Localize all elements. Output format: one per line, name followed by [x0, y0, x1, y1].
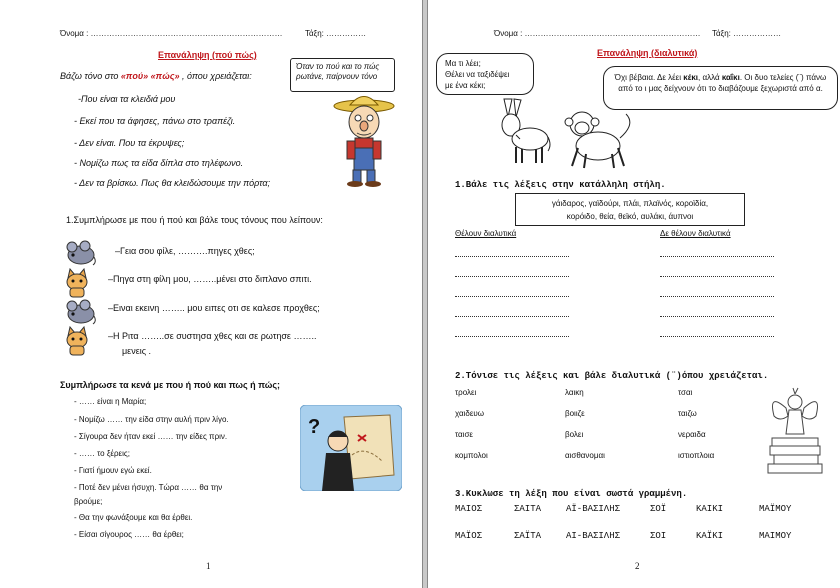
bubble-text-part1: Όχι βέβαια. Δε λέει	[614, 73, 684, 82]
donkey-illustration	[490, 95, 552, 165]
bubble-word-kaiki: καΐκι	[721, 73, 740, 82]
list2-item-4: - Γιατί ήμουν εγώ εκεί.	[74, 466, 152, 475]
answer-line[interactable]	[455, 256, 569, 257]
instruction-pou-pos: «πού» «πώς»	[120, 71, 180, 81]
exercise1-title: 1.Συμπλήρωσε με που ή πού και βάλε τους τόνους που λείπουν:	[66, 215, 323, 225]
bubble-text-part2: , αλλά	[698, 73, 722, 82]
ex2-word: τσαι	[678, 388, 693, 397]
list1-item-1: - Εκεί που τα άφησες, πάνω στο τραπέζι.	[74, 116, 236, 126]
ex3-option[interactable]: ΜΑΙΜΟΥ	[759, 531, 792, 541]
ex2-word: λαικη	[565, 388, 584, 397]
list1-item-0: -Που είναι τα κλειδιά μου	[78, 94, 176, 104]
list1-item-3: - Νομίζω πως τα είδα δίπλα στο τηλέφωνο.	[74, 158, 244, 168]
ex2-word: χαιδευω	[455, 409, 485, 418]
confused-person-map-illustration	[300, 405, 402, 491]
exercise1-title: 1.Βάλε τις λέξεις στην κατάλληλη στήλη.	[455, 180, 666, 190]
column-header-need-dieresis: Θέλουν διαλυτικά	[455, 229, 517, 238]
word-bank-line-2: κορόιδο, θεία, θεϊκό, αυλάκι, άυπνοι	[566, 212, 694, 221]
page-number-2: 2	[635, 561, 640, 571]
svg-text:?: ?	[308, 416, 321, 438]
dialogue-line-1: –Πηγα στη φίλη μου, ……..μένει στο διπλανο σπιτι.	[108, 274, 312, 284]
ex3-option[interactable]: ΜΑΪΜΟΥ	[759, 504, 792, 514]
list1-item-4: - Δεν τα βρίσκω. Πως θα κλειδώσουμε την πόρτα;	[74, 178, 270, 188]
name-field-label: Όνομα : …………………………………………………………	[494, 29, 701, 38]
answer-line[interactable]	[660, 276, 774, 277]
page-number-1: 1	[206, 561, 211, 571]
page-title: Επανάληψη (διαλυτικά)	[597, 48, 698, 58]
ex3-option[interactable]: ΜΑΙΟΣ	[455, 504, 483, 514]
ex2-word: ταιζω	[678, 409, 697, 418]
ex2-word: κομπολοι	[455, 451, 488, 460]
list2-item-2: - Σίγουρα δεν ήταν εκεί …… την είδες πριν.	[74, 432, 228, 441]
instruction-suffix: , όπου χρειάζεται:	[179, 71, 252, 81]
ex3-option[interactable]: ΚΑΪΚΙ	[696, 531, 724, 541]
list2-item-1: - Νομίζω …… την είδα στην αυλή πριν λίγο.	[74, 415, 229, 424]
instruction-prefix: Βάζω τόνο στο	[60, 71, 121, 81]
ex3-option[interactable]: ΑΙ-ΒΑΣΙΛΗΣ	[566, 531, 621, 541]
answer-line[interactable]	[455, 296, 569, 297]
mouse-icon	[63, 299, 97, 325]
answer-line[interactable]	[660, 256, 774, 257]
answer-line[interactable]	[455, 336, 569, 337]
cat-icon	[63, 326, 91, 356]
monkey-illustration	[554, 108, 636, 170]
dialogue-line-0: –Γεια σου φίλε, ……….πηγες χθες;	[115, 246, 255, 256]
answer-line[interactable]	[455, 316, 569, 317]
ex2-word: βολει	[565, 430, 584, 439]
ex2-word: ταισε	[455, 430, 473, 439]
bubble-word-keki: κέκι	[683, 73, 699, 82]
answer-line[interactable]	[455, 276, 569, 277]
ex2-word: βοιιζε	[565, 409, 585, 418]
answer-line[interactable]	[660, 336, 774, 337]
list2-item-8: - Είσαι σίγουρος …… θα έρθει;	[74, 530, 184, 539]
dialogue-line-3: –Η Ριτα ……..σε συστησα χθες και σε ρωτησε ……..	[108, 331, 317, 341]
ex2-word: αισθανομαι	[565, 451, 605, 460]
monkey-speech-bubble	[603, 66, 838, 110]
farmer-illustration	[333, 92, 395, 188]
ex3-option[interactable]: ΣΑΙΤΑ	[514, 504, 542, 514]
dialogue-line-4: μενεις .	[122, 346, 152, 356]
list2-item-6: βρούμε;	[74, 497, 103, 506]
donkey-speech-bubble: Μα τι λέει; Θέλει να ταξιδέψει με ένα κέκι;	[436, 53, 534, 95]
class-field-label: Τάξη: ……………	[305, 29, 367, 38]
word-bank-line-1: γάιδαρος, γαϊδούρι, πλάι, πλαϊνός, κοροϊδία,	[551, 199, 709, 208]
name-field-label: Όνομα : ………………………………………………………………	[60, 29, 283, 38]
list2-item-0: - …… είναι η Μαρία;	[74, 397, 147, 406]
worksheet-page-2	[428, 0, 840, 588]
list2-item-7: - Θα την φωνάξουμε και θα έρθει.	[74, 513, 193, 522]
list1-item-2: - Δεν είναι. Που τα έκρυψες;	[74, 138, 185, 148]
ex3-option[interactable]: ΜΑΪΟΣ	[455, 531, 483, 541]
answer-line[interactable]	[660, 316, 774, 317]
ex3-option[interactable]: ΚΑΙΚΙ	[696, 504, 724, 514]
list2-item-3: - …… το ξέρεις;	[74, 449, 130, 458]
bubble-text-part3: . Οι δυο τελείες (¨) πάνω από το ι μας δείχνουν ότι το διαβάζουμε ξεχωριστά από α.	[618, 73, 827, 93]
ex2-word: νεραιδα	[678, 430, 706, 439]
mouse-icon	[63, 240, 97, 266]
fairy-books-illustration	[764, 386, 826, 474]
rule-speech-bubble: Όταν το πού και το πώς ρωτάνε, παίρνουν τόνο	[290, 58, 395, 92]
exercise2-title: 2.Τόνισε τις λέξεις και βάλε διαλυτικά (¨)όπου χρειάζεται.	[455, 371, 769, 381]
ex2-word: τρολει	[455, 388, 477, 397]
exercise2-title: Συμπλήρωσε τα κενά με που ή πού και πως ή πώς;	[60, 380, 281, 390]
ex3-option[interactable]: ΣΑΪΤΑ	[514, 531, 542, 541]
ex3-option[interactable]: ΣΟΪ	[650, 504, 667, 514]
ex2-word: ιστιοπλοια	[678, 451, 715, 460]
list2-item-5: - Ποτέ δεν μένει ήσυχη. Τώρα …… θα την	[74, 483, 223, 492]
word-bank-box	[515, 193, 745, 226]
instruction-text	[60, 71, 252, 81]
cat-icon	[63, 268, 91, 298]
class-field-label: Τάξη: ………………	[712, 29, 782, 38]
ex3-option[interactable]: ΑΪ-ΒΑΣΙΛΗΣ	[566, 504, 621, 514]
page-title: Επανάληψη (πού πώς)	[158, 50, 257, 60]
answer-line[interactable]	[660, 296, 774, 297]
exercise3-title: 3.Κυκλωσε τη λέξη που είναι σωστά γραμμένη.	[455, 489, 688, 499]
column-header-no-dieresis: Δε θέλουν διαλυτικά	[660, 229, 731, 238]
ex3-option[interactable]: ΣΟΙ	[650, 531, 667, 541]
dialogue-line-2: –Ειναι εκεινη …….. μου ειπες οτι σε καλεσε προχθες;	[108, 303, 320, 313]
